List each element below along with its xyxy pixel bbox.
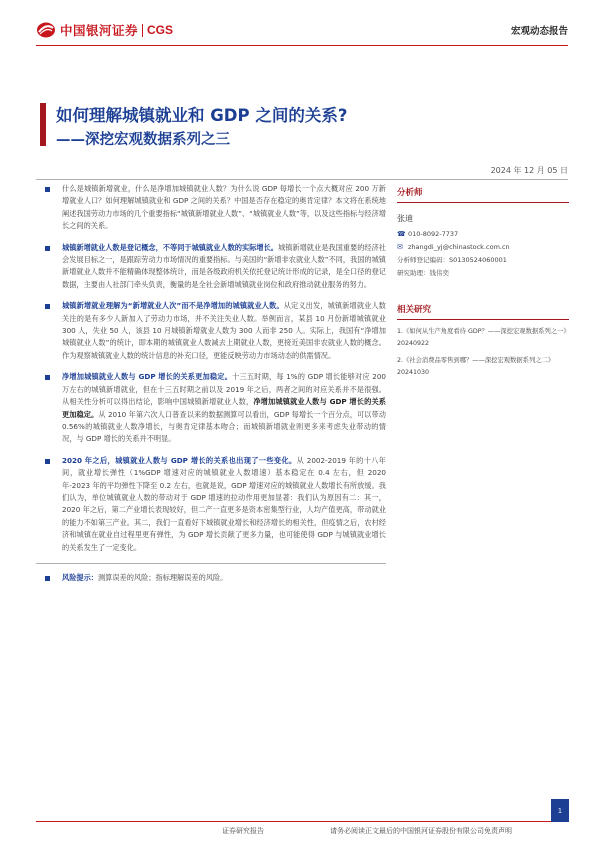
paragraph-lead: 2020 年之后，城镇就业人数与 GDP 增长的关系也出现了一些变化。 — [62, 455, 297, 465]
paragraph-lead: 城镇新增就业人数是登记概念，不等同于城镇就业人数的实际增长。 — [62, 242, 278, 252]
risk-warning — [36, 572, 386, 584]
analyst-phone-value: 010-8092-7737 — [408, 230, 459, 238]
related-item[interactable]: 2.《社会消费品零售到哪？——深挖宏观数据系列之二》20241030 — [397, 357, 555, 376]
phone-icon: ☎ — [397, 230, 406, 238]
report-subtitle: ——深挖宏观数据系列之三 — [56, 132, 230, 148]
footer-label: 证券研究报告 — [222, 827, 264, 835]
analyst-cert: 分析师登记编码：S0130524060001 — [397, 256, 507, 264]
company-logo — [36, 20, 173, 40]
square-bullet-icon — [45, 187, 50, 192]
summary-paragraph — [36, 242, 386, 292]
logo-text-cn: 中国银河证券 — [60, 23, 139, 38]
square-bullet-icon — [45, 459, 50, 464]
paragraph-body: 从定义出发，城镇新增就业人数关注的是有多少人新加入了劳动力市场，并不关注失业人数。举例而言，某县 10 月份新增城镇就业 300 人，失业 50 人，该县 10 月城镇新增就业人数为 300 人而非 250 人。实际上，我国有“净增加城镇就业人数”的统计，即本期的城镇就业人数减去上期就业人数，更接近美国非农就业人数的概念。作为观察城镇就业人数的统计信息的补充口径，更能反映劳动力市场动态的供需情况。 — [62, 301, 386, 360]
report-title: 如何理解城镇就业和 GDP 之间的关系? — [56, 106, 348, 125]
related-item[interactable]: 1.《如何从生产角度看待 GDP？——深挖宏观数据系列之一》20240922 — [397, 328, 567, 347]
risk-divider — [36, 563, 386, 564]
paragraph-emphasis: 净增加城镇就业人数与 GDP 增长的关系更加稳定。 — [62, 397, 386, 419]
main-content — [36, 183, 386, 584]
galaxy-logo-icon — [36, 21, 56, 39]
paragraph-body: 城镇新增就业是我国重要的经济社会发展目标之一，是跟踪劳动力市场情况的重要指标。与美国的“新增非农就业人数”不同，我国的城镇新增就业人数并不能精确体现整体统计，而是各级政府机关依托登记统计形成的记录，是全口径的登记数据，主要由人社部门牵头负责，衡量的是全社会新增城镇就业岗位和政府推动就业服务的努力。 — [62, 242, 386, 289]
mail-icon: ✉ — [397, 243, 403, 251]
paragraph-body: 十三五时期，每 1%的 GDP 增长能够对应 200 万左右的城镇新增就业，但在十三五时期之前以及 2019 年之后，两者之间的对应关系并不是很强。从相关性分析可以得出结论，影响中国城镇新增就业人数， — [62, 372, 387, 407]
square-bullet-icon — [45, 246, 50, 251]
header-divider — [36, 45, 568, 46]
footer-divider — [36, 821, 568, 822]
report-type-label: 宏观动态报告 — [510, 26, 568, 37]
logo-text-en: CGS — [147, 23, 174, 37]
analyst-email[interactable] — [397, 241, 569, 254]
risk-label: 风险提示： — [62, 572, 98, 582]
summary-paragraph — [36, 455, 386, 554]
summary-paragraph — [36, 183, 386, 233]
footer-disclaimer: 请务必阅读正文最后的中国银河证券股份有限公司免责声明 — [330, 827, 512, 835]
page-number: 1 — [558, 808, 562, 815]
research-assistant: 研究助理：钱伟奕 — [397, 269, 449, 277]
related-research — [397, 300, 569, 378]
analyst-email-value[interactable]: zhangdi_yj@chinastock.com.cn — [408, 243, 510, 251]
paragraph-body: 什么是城镇新增就业，什么是净增加城镇就业人数？为什么说 GDP 每增长一个点大概对应 200 万新增就业人口？如何理解城镇就业和 GDP 之间的关系？中国是否存在稳定的奥肯定律？本文将在系统地阐述我国劳动力市场的几个重要指标“城镇新增就业人数”、“城镇就业人数”等，以及这些指标与经济增长之间的关系。 — [62, 184, 386, 231]
summary-paragraph — [36, 300, 386, 362]
paragraph-lead: 净增加城镇就业人数与 GDP 增长的关系更加稳定。 — [62, 372, 233, 382]
analyst-heading: 分析师 — [397, 183, 569, 203]
square-bullet-icon — [45, 576, 50, 581]
analyst-name: 张迪 — [397, 214, 413, 223]
summary-paragraph — [36, 371, 386, 445]
logo-divider — [142, 24, 143, 37]
square-bullet-icon — [45, 304, 50, 309]
paragraph-tail: 从 2010 年第六次人口普查以来的数据测算可以看出，GDP 每增长一个百分点，可以带动 0.56%的城镇就业人数净增长，与奥肯定律基本吻合；而城镇新增就业则更多来考虑失业带动的情况，与 GDP 增长的关系并不明显。 — [62, 409, 386, 444]
related-heading: 相关研究 — [397, 300, 569, 320]
content-divider — [36, 179, 568, 180]
paragraph-body: 从 2002-2019 年的十八年间，就业增长弹性（1%GDP 增速对应的城镇就业人数增速）基本稳定在 0.4 左右，但 2020 年-2023 年的平均弹性下降至 0.2 左右，也就是说，GDP 增速对应的城镇就业人数增长有所放缓。我们认为，单位城镇就业人数的带动对于 GDP 增速的拉动作用更加显著：我们认为原因有二：其一，2020 年之后，第二产业增长表现较好，但二产一直更多是资本密集型行业，人均产值更高，带动就业的能力不如第三产业。其二，我们一直看好下城镇就业增长和经济增长的相关性，但疫情之后，农村经济和城镇在就业自过程里更有弹性，为 GDP 增长贡献了更多力量，也可能使得 GDP 与城镇就业增长的关系发生了一定变化。 — [62, 455, 386, 552]
analyst-phone — [397, 228, 569, 241]
paragraph-lead: 城镇新增就业理解为“新增就业人次”而不是净增加的城镇就业人数。 — [62, 301, 284, 311]
square-bullet-icon — [45, 375, 50, 380]
report-date: 2024 年 12 月 05 日 — [490, 166, 568, 175]
sidebar — [397, 183, 569, 378]
risk-text: 测算误差的风险；指标理解误差的风险。 — [97, 572, 228, 582]
title-accent-bar — [40, 103, 46, 146]
